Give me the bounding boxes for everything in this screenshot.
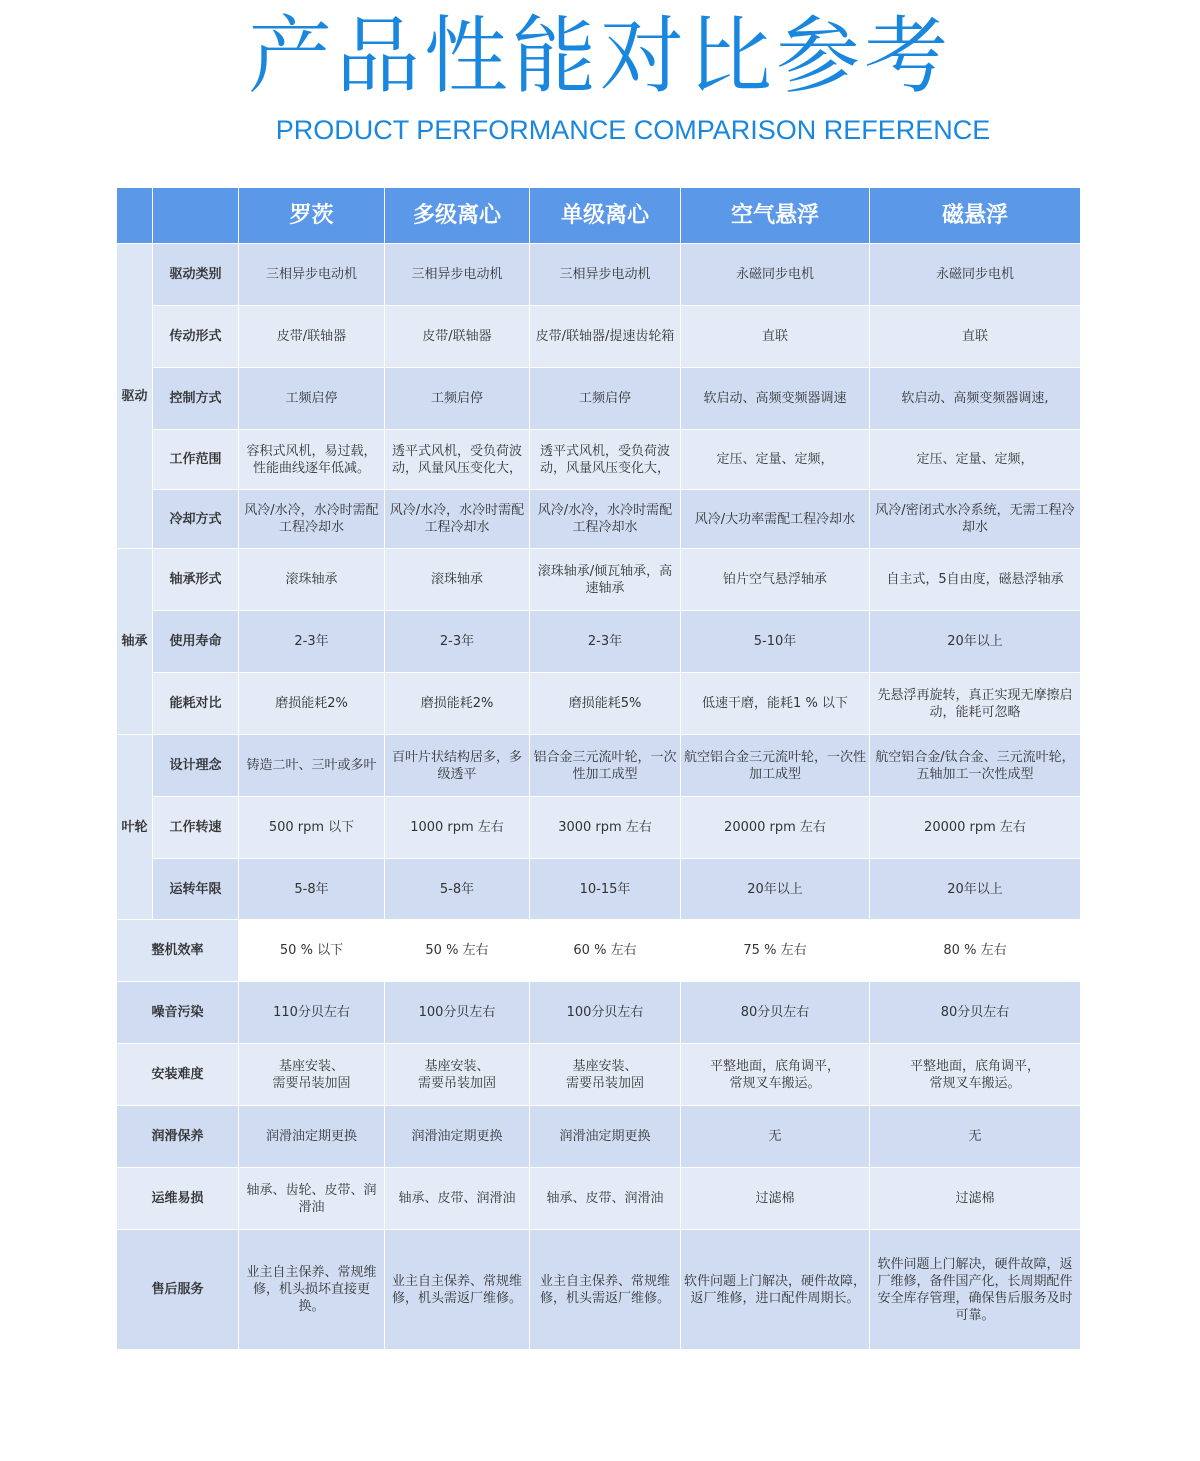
table-cell: 基座安装、 需要吊装加固 xyxy=(530,1044,681,1106)
table-cell: 平整地面，底角调平， 常规叉车搬运。 xyxy=(681,1044,870,1106)
table-header-row xyxy=(117,188,1081,244)
table-row xyxy=(117,430,1081,490)
table-cell: 软启动、高频变频器调速, xyxy=(870,368,1081,430)
table-cell: 皮带/联轴器 xyxy=(239,306,385,368)
table-cell: 工频启停 xyxy=(239,368,385,430)
table-row xyxy=(117,1106,1081,1168)
table-cell: 轴承、皮带、润滑油 xyxy=(530,1168,681,1230)
table-cell: 10-15年 xyxy=(530,859,681,920)
table-cell: 磨损能耗5% xyxy=(530,673,681,735)
table-cell: 容积式风机，易过载，性能曲线逐年低减。 xyxy=(239,430,385,490)
table-cell: 透平式风机，受负荷波动，风量风压变化大， xyxy=(530,430,681,490)
table-row xyxy=(117,549,1081,611)
table-cell: 润滑油定期更换 xyxy=(530,1106,681,1168)
table-cell: 风冷/大功率需配工程冷却水 xyxy=(681,490,870,549)
table-cell: 轴承、皮带、润滑油 xyxy=(385,1168,530,1230)
table-cell: 2-3年 xyxy=(385,611,530,673)
table-cell: 无 xyxy=(870,1106,1081,1168)
table-cell: 80分贝左右 xyxy=(870,982,1081,1044)
row-label: 安装难度 xyxy=(117,1044,239,1106)
table-cell: 75 % 左右 xyxy=(681,920,870,982)
table-cell: 永磁同步电机 xyxy=(870,244,1081,306)
table-cell: 2-3年 xyxy=(530,611,681,673)
row-label: 使用寿命 xyxy=(153,611,239,673)
table-cell: 风冷/水冷，水冷时需配工程冷却水 xyxy=(385,490,530,549)
table-cell: 50 % 以下 xyxy=(239,920,385,982)
table-cell: 低速干磨，能耗1 % 以下 xyxy=(681,673,870,735)
table-cell: 2-3年 xyxy=(239,611,385,673)
table-cell: 过滤棉 xyxy=(870,1168,1081,1230)
table-cell: 80 % 左右 xyxy=(870,920,1081,982)
table-cell: 20年以上 xyxy=(681,859,870,920)
group-label: 轴承 xyxy=(117,549,153,735)
column-header: 多级离心 xyxy=(385,188,530,244)
table-row xyxy=(117,920,1081,982)
table-cell: 软件问题上门解决，硬件故障，返厂维修，备件国产化，长周期配件安全库存管理，确保售后服务及时可靠。 xyxy=(870,1230,1081,1350)
table-cell: 5-8年 xyxy=(239,859,385,920)
table-cell: 风冷/水冷，水冷时需配工程冷却水 xyxy=(239,490,385,549)
table-cell: 风冷/水冷，水冷时需配工程冷却水 xyxy=(530,490,681,549)
page-title: 产品性能对比参考 xyxy=(247,7,952,105)
column-header: 单级离心 xyxy=(530,188,681,244)
table-row xyxy=(117,1044,1081,1106)
row-label: 售后服务 xyxy=(117,1230,239,1350)
row-label: 能耗对比 xyxy=(153,673,239,735)
table-cell: 航空铝合金/钛合金、三元流叶轮，五轴加工一次性成型 xyxy=(870,735,1081,797)
row-label: 整机效率 xyxy=(117,920,239,982)
table-cell: 无 xyxy=(681,1106,870,1168)
table-cell: 20年以上 xyxy=(870,859,1081,920)
header-blank-cell xyxy=(117,188,153,244)
table-cell: 1000 rpm 左右 xyxy=(385,797,530,859)
table-cell: 铸造二叶、三叶或多叶 xyxy=(239,735,385,797)
column-header: 空气悬浮 xyxy=(681,188,870,244)
table-cell: 3000 rpm 左右 xyxy=(530,797,681,859)
row-label: 冷却方式 xyxy=(153,490,239,549)
header-blank-cell xyxy=(153,188,239,244)
table-cell: 铝合金三元流叶轮，一次性加工成型 xyxy=(530,735,681,797)
table-row xyxy=(117,673,1081,735)
table-row xyxy=(117,797,1081,859)
table-cell: 润滑油定期更换 xyxy=(239,1106,385,1168)
table-cell: 三相异步电动机 xyxy=(385,244,530,306)
row-label: 运维易损 xyxy=(117,1168,239,1230)
row-label: 润滑保养 xyxy=(117,1106,239,1168)
table-cell: 滚珠轴承 xyxy=(385,549,530,611)
table-cell: 20000 rpm 左右 xyxy=(870,797,1081,859)
table-row xyxy=(117,611,1081,673)
table-cell: 定压、定量、定频， xyxy=(681,430,870,490)
table-cell: 基座安装、 需要吊装加固 xyxy=(385,1044,530,1106)
table-cell: 皮带/联轴器 xyxy=(385,306,530,368)
table-cell: 20年以上 xyxy=(870,611,1081,673)
table-row xyxy=(117,1230,1081,1350)
table-cell: 软启动、高频变频器调速 xyxy=(681,368,870,430)
table-cell: 自主式，5自由度，磁悬浮轴承 xyxy=(870,549,1081,611)
table-cell: 5-8年 xyxy=(385,859,530,920)
table-cell: 透平式风机，受负荷波动，风量风压变化大， xyxy=(385,430,530,490)
table-cell: 磨损能耗2% xyxy=(385,673,530,735)
table-cell: 平整地面，底角调平， 常规叉车搬运。 xyxy=(870,1044,1081,1106)
table-cell: 润滑油定期更换 xyxy=(385,1106,530,1168)
table-cell: 定压、定量、定频， xyxy=(870,430,1081,490)
table-cell: 三相异步电动机 xyxy=(239,244,385,306)
table-cell: 轴承、齿轮、皮带、润滑油 xyxy=(239,1168,385,1230)
table-cell: 航空铝合金三元流叶轮，一次性加工成型 xyxy=(681,735,870,797)
table-cell: 100分贝左右 xyxy=(385,982,530,1044)
table-cell: 500 rpm 以下 xyxy=(239,797,385,859)
table-cell: 先悬浮再旋转，真正实现无摩擦启动，能耗可忽略 xyxy=(870,673,1081,735)
column-header: 罗茨 xyxy=(239,188,385,244)
row-label: 驱动类别 xyxy=(153,244,239,306)
table-cell: 磨损能耗2% xyxy=(239,673,385,735)
table-cell: 20000 rpm 左右 xyxy=(681,797,870,859)
row-label: 控制方式 xyxy=(153,368,239,430)
table-row xyxy=(117,306,1081,368)
table-row xyxy=(117,490,1081,549)
table-cell: 60 % 左右 xyxy=(530,920,681,982)
table-cell: 50 % 左右 xyxy=(385,920,530,982)
table-row xyxy=(117,244,1081,306)
table-row xyxy=(117,368,1081,430)
table-cell: 三相异步电动机 xyxy=(530,244,681,306)
table-cell: 5-10年 xyxy=(681,611,870,673)
table-cell: 永磁同步电机 xyxy=(681,244,870,306)
row-label: 设计理念 xyxy=(153,735,239,797)
table-cell: 百叶片状结构居多，多级透平 xyxy=(385,735,530,797)
column-header: 磁悬浮 xyxy=(870,188,1081,244)
table-cell: 直联 xyxy=(870,306,1081,368)
row-label: 工作转速 xyxy=(153,797,239,859)
group-label: 驱动 xyxy=(117,244,153,549)
table-cell: 100分贝左右 xyxy=(530,982,681,1044)
comparison-table xyxy=(116,187,1081,1350)
table-cell: 铂片空气悬浮轴承 xyxy=(681,549,870,611)
table-cell: 滚珠轴承 xyxy=(239,549,385,611)
table-cell: 工频启停 xyxy=(385,368,530,430)
table-row xyxy=(117,735,1081,797)
table-cell: 业主自主保养、常规维修，机头需返厂维修。 xyxy=(530,1230,681,1350)
row-label: 工作范围 xyxy=(153,430,239,490)
row-label: 传动形式 xyxy=(153,306,239,368)
group-label: 叶轮 xyxy=(117,735,153,920)
table-cell: 80分贝左右 xyxy=(681,982,870,1044)
table-cell: 110分贝左右 xyxy=(239,982,385,1044)
table-row xyxy=(117,859,1081,920)
table-cell: 基座安装、 需要吊装加固 xyxy=(239,1044,385,1106)
table-row xyxy=(117,982,1081,1044)
table-cell: 皮带/联轴器/提速齿轮箱 xyxy=(530,306,681,368)
table-cell: 软件问题上门解决，硬件故障，返厂维修，进口配件周期长。 xyxy=(681,1230,870,1350)
table-cell: 滚珠轴承/倾瓦轴承，高速轴承 xyxy=(530,549,681,611)
row-label: 运转年限 xyxy=(153,859,239,920)
table-cell: 业主自主保养、常规维修，机头需返厂维修。 xyxy=(385,1230,530,1350)
table-cell: 过滤棉 xyxy=(681,1168,870,1230)
table-cell: 业主自主保养、常规维修，机头损坏直接更换。 xyxy=(239,1230,385,1350)
table-cell: 直联 xyxy=(681,306,870,368)
row-label: 轴承形式 xyxy=(153,549,239,611)
row-label: 噪音污染 xyxy=(117,982,239,1044)
table-row xyxy=(117,1168,1081,1230)
page-subtitle: PRODUCT PERFORMANCE COMPARISON REFERENCE xyxy=(275,115,991,145)
table-cell: 风冷/密闭式水冷系统，无需工程冷却水 xyxy=(870,490,1081,549)
table-cell: 工频启停 xyxy=(530,368,681,430)
